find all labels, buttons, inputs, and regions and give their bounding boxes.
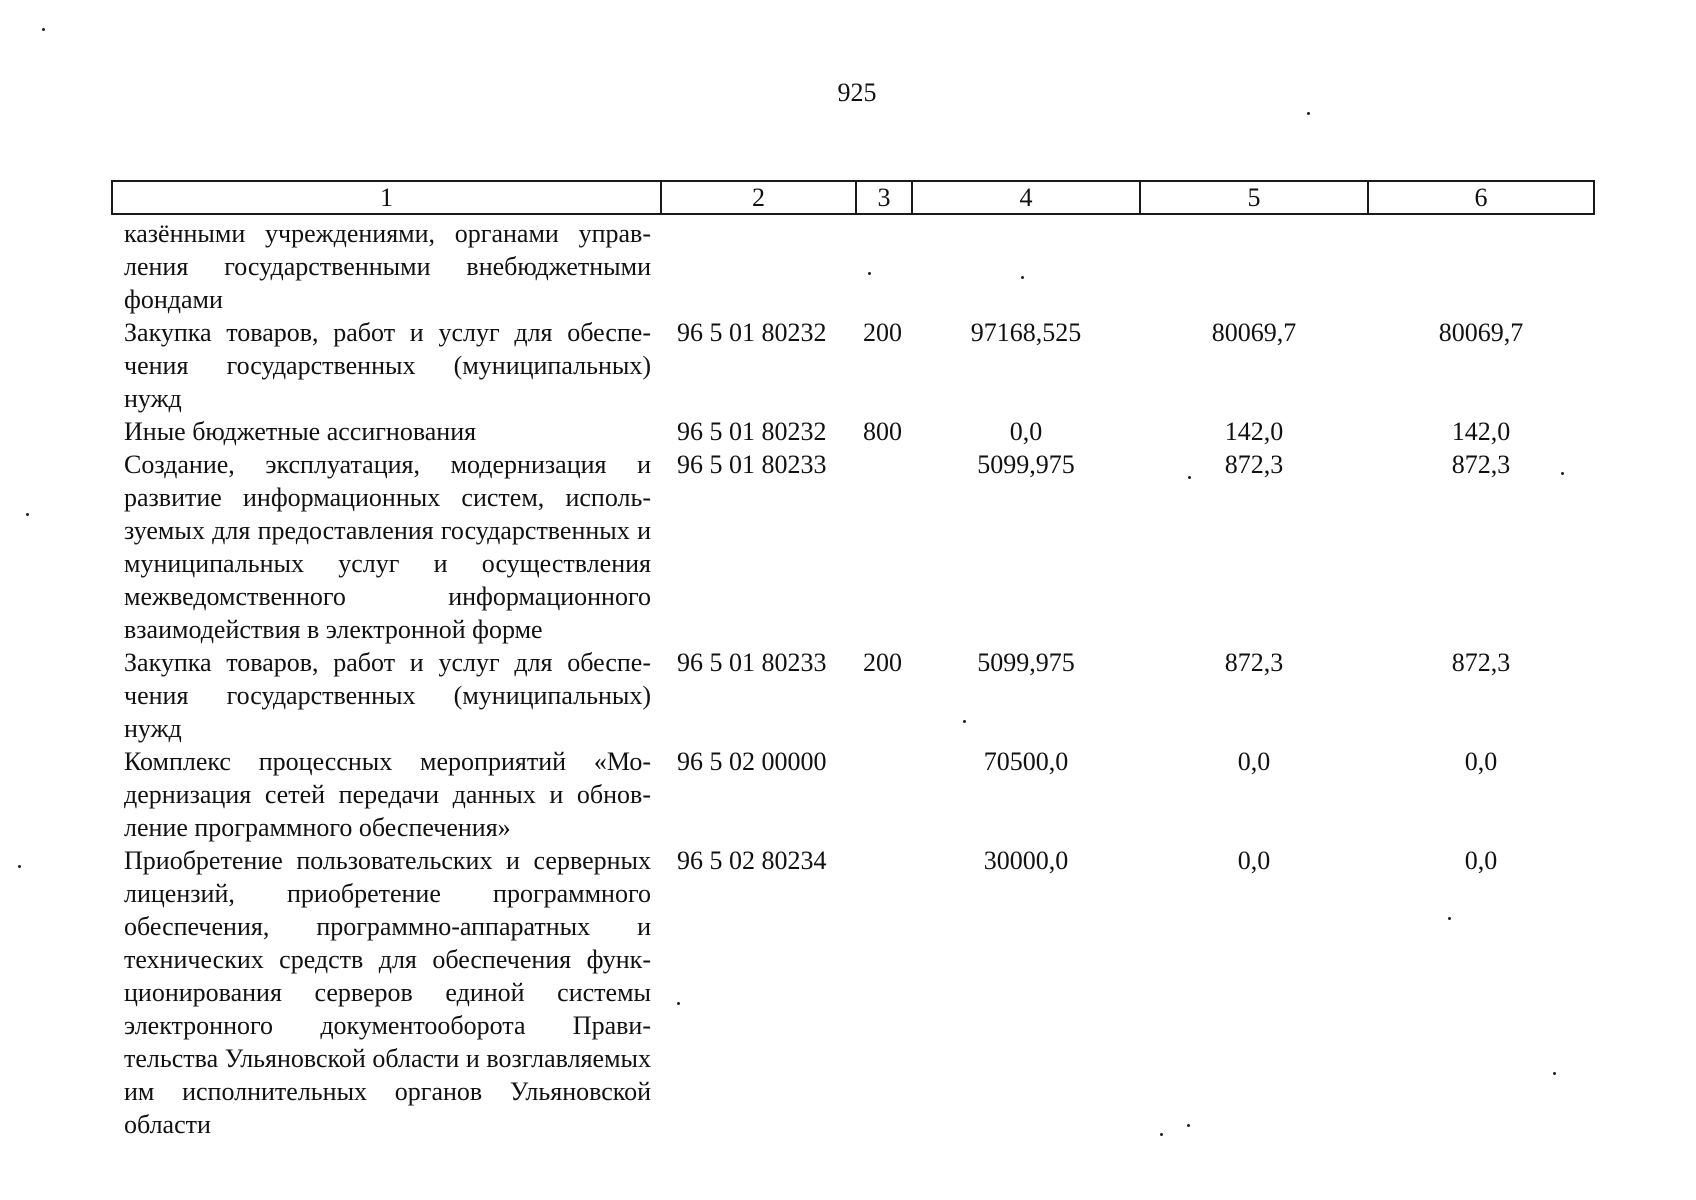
- column-header-1: 1: [112, 181, 661, 214]
- row-name: Создание, эксплуатация, модернизация и развитие информационных систем, используемых для предоставления государственных и муниципальных услуг и осуществления межведомственного информационного взаимодействия в электронной форме: [124, 450, 651, 644]
- row-expense-type: [856, 844, 912, 1141]
- row-value-col6: 80069,7: [1438, 318, 1524, 347]
- row-name: Комплекс процессных мероприятий «Модернизация сетей передачи данных и обновление программного обеспечения»: [124, 747, 651, 842]
- table-header: [112, 181, 1594, 214]
- budget-table: [111, 180, 1595, 1141]
- row-name: Закупка товаров, работ и услуг для обеспечения государственных (муниципальных) нужд: [124, 318, 651, 413]
- scan-speck: [42, 28, 45, 31]
- row-value-col4: 97168,525: [970, 318, 1082, 347]
- column-header-6: 6: [1368, 181, 1594, 214]
- row-expense-type: [856, 214, 912, 316]
- row-code: 96 5 01 80232: [677, 417, 827, 446]
- row-value-col6: 872,3: [1451, 450, 1511, 479]
- table-row: [112, 415, 1594, 448]
- table-row: [112, 214, 1594, 316]
- scan-speck: [963, 720, 966, 723]
- row-value-col5: 872,3: [1224, 648, 1284, 677]
- scan-speck: [1561, 472, 1564, 475]
- row-code: 96 5 02 80234: [677, 846, 827, 875]
- scan-speck: [1187, 1124, 1190, 1127]
- column-header-2: 2: [661, 181, 856, 214]
- row-value-col4: 0,0: [1009, 417, 1043, 446]
- scan-speck: [1188, 476, 1191, 479]
- page-number: 925: [837, 78, 877, 107]
- row-expense-type: 200: [863, 318, 902, 347]
- scan-speck: [1021, 276, 1024, 279]
- row-value-col4: 70500,0: [983, 747, 1069, 776]
- scan-speck: [18, 865, 21, 868]
- table-row: [112, 448, 1594, 646]
- scan-speck: [1553, 1072, 1556, 1075]
- row-value-col6: 0,0: [1464, 846, 1498, 875]
- row-value-col5: 142,0: [1224, 417, 1284, 446]
- table-row: [112, 745, 1594, 844]
- scan-speck: [677, 1002, 680, 1005]
- column-header-4: 4: [912, 181, 1140, 214]
- row-value-col4: [912, 214, 1140, 316]
- header-row: [112, 181, 1594, 214]
- column-header-3: 3: [856, 181, 912, 214]
- row-value-col5: [1140, 214, 1368, 316]
- table-row: [112, 646, 1594, 745]
- scan-speck: [1160, 1133, 1163, 1136]
- row-value-col6: 872,3: [1451, 648, 1511, 677]
- row-name: казёнными учреждениями, органами управления государственными внебюджетными фондами: [124, 219, 651, 314]
- row-code: 96 5 01 80232: [677, 318, 827, 347]
- row-expense-type: [856, 448, 912, 646]
- row-value-col5: 80069,7: [1211, 318, 1297, 347]
- row-value-col6: [1368, 214, 1594, 316]
- row-value-col6: 142,0: [1451, 417, 1511, 446]
- row-code: [661, 214, 856, 316]
- table-row: [112, 844, 1594, 1141]
- row-value-col4: 5099,975: [977, 648, 1075, 677]
- row-name: Приобретение пользовательских и серверных лицензий, приобретение программного обеспечения, программно-аппаратных и технических средств для обеспечения функционирования серверов единой системы электронного документооборота Правительства Ульяновской области и возглавляемых им исполнительных органов Ульяновской области: [124, 846, 651, 1139]
- row-expense-type: 800: [863, 417, 902, 446]
- row-expense-type: [856, 745, 912, 844]
- row-value-col5: 872,3: [1224, 450, 1284, 479]
- row-value-col5: 0,0: [1237, 846, 1271, 875]
- row-code: 96 5 01 80233: [677, 450, 827, 479]
- scan-speck: [1307, 112, 1310, 115]
- row-value-col4: 30000,0: [983, 846, 1069, 875]
- row-code: 96 5 01 80233: [677, 648, 827, 677]
- row-name: Иные бюджетные ассигнования: [124, 417, 477, 446]
- scan-speck: [26, 513, 29, 516]
- row-value-col5: 0,0: [1237, 747, 1271, 776]
- row-value-col6: 0,0: [1464, 747, 1498, 776]
- column-header-5: 5: [1140, 181, 1368, 214]
- table-row: [112, 316, 1594, 415]
- scan-speck: [868, 272, 871, 275]
- row-code: 96 5 02 00000: [677, 747, 827, 776]
- table-body: [112, 214, 1594, 1141]
- scan-speck: [1448, 917, 1451, 920]
- row-name: Закупка товаров, работ и услуг для обеспечения государственных (муниципальных) нужд: [124, 648, 651, 743]
- row-value-col4: 5099,975: [977, 450, 1075, 479]
- row-expense-type: 200: [863, 648, 902, 677]
